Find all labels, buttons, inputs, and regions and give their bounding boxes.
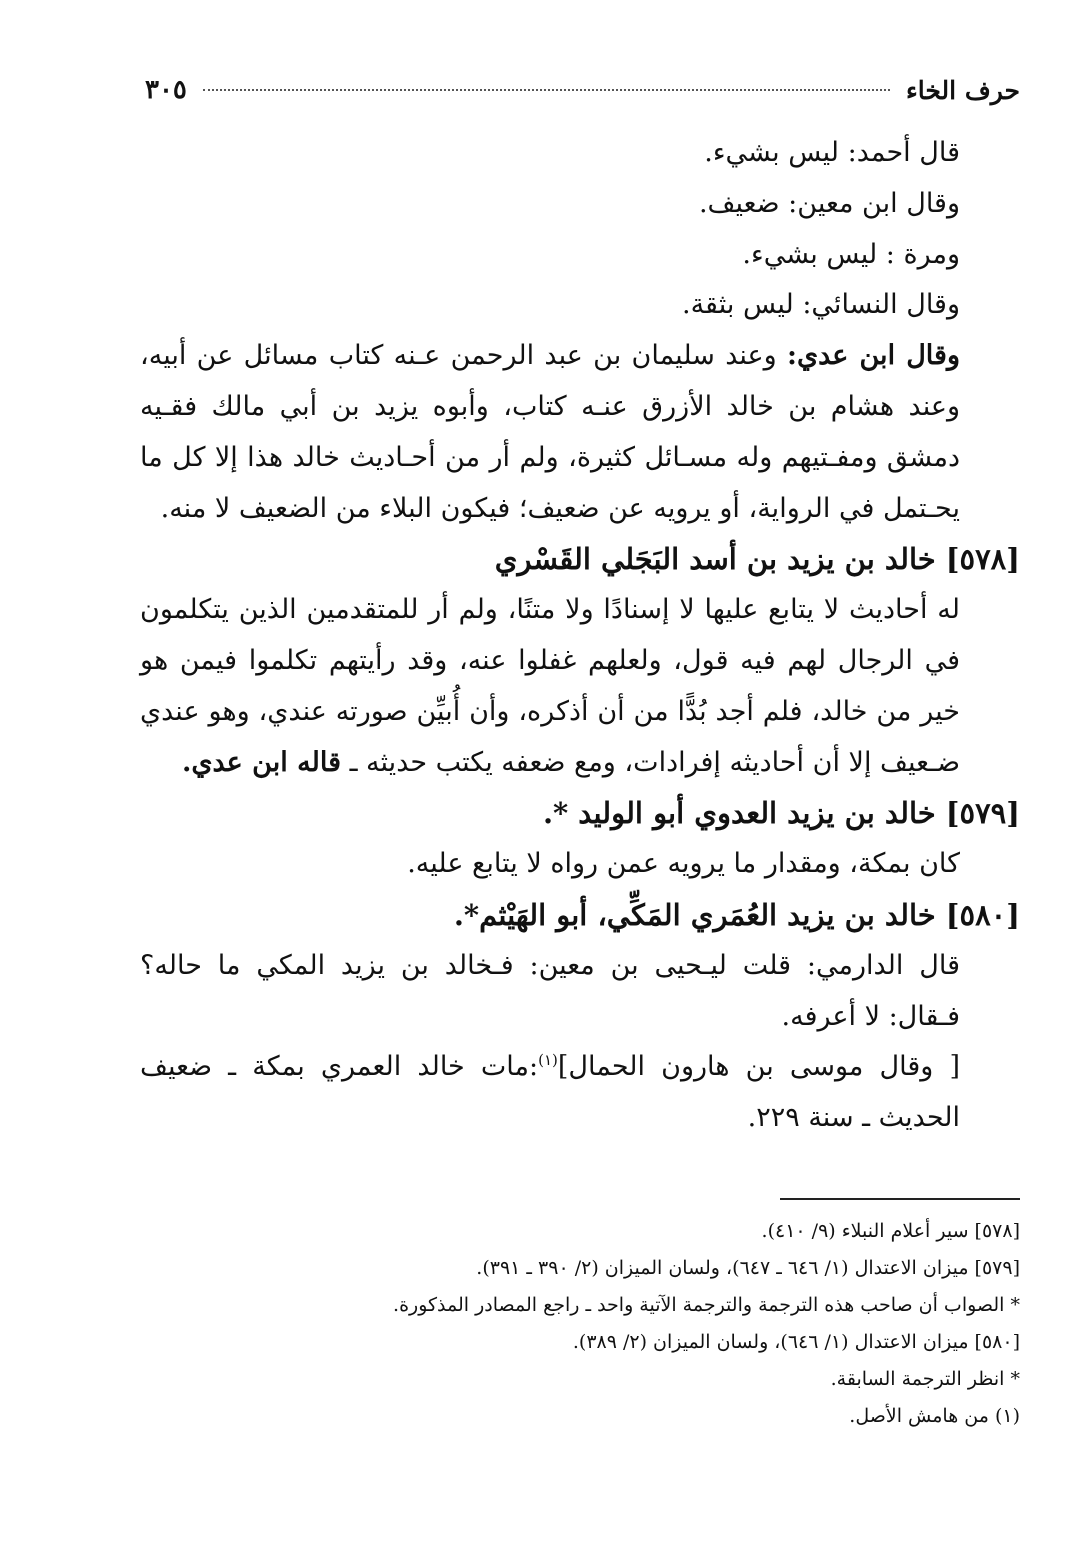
paragraph-text: له أحاديث لا يتابع عليها لا إسنادًا ولا متنًا، ولم أر للمتقدمين الذين يتكلمون في الرجال لهم فيه قول، ولعلهم غفلوا عنه، وقد رأيتهم تكلموا فيمن هو خير من خالد، فلم أجد بُدًّا من أن أذكره، وأن أُبيِّن صورته عندي، وهو عندي ضـعيف إلا أن أحاديثه إفرادات، ومع ضعفه يكتب حديثه ـ [140,594,960,778]
footnote-579-note: * الصواب أن صاحب هذه الترجمة والترجمة الآتية واحد ـ راجع المصادر المذكورة. [393,1294,1020,1316]
footnotes [140,1213,1020,1435]
paragraph-578 [140,585,1020,788]
main-text [140,128,1020,1144]
paragraph-580: قال الدارمي: قلت ليـحيى بن معين: فـخالد بن يزيد المكي ما حاله؟ فـقال: لا أعرفه. [140,949,960,1032]
footnote-1: (١) من هامش الأصل. [849,1405,1020,1427]
footnote-580-note: * انظر الترجمة السابقة. [830,1368,1020,1390]
footnote-579: [٥٧٩] ميزان الاعتدال (١/ ٦٤٦ ـ ٦٤٧)، ولسان الميزان (٢/ ٣٩٠ ـ ٣٩١). [476,1257,1020,1279]
paragraph-lead: وقال ابن عدي: [786,340,960,372]
paragraph-579: كان بمكة، ومقدار ما يرويه عمن رواه لا يتابع عليه. [407,848,960,880]
running-header [145,70,1020,110]
quote-nasai: وقال النسائي: ليس بثقة. [681,289,960,321]
page-number: ٣٠٥ [145,75,187,105]
paragraph-580-addition [140,1042,1020,1144]
footnote-578: [٥٧٨] سير أعلام النبلاء (٩/ ٤١٠). [761,1220,1020,1242]
entry-heading-578: [٥٧٨] خالد بن يزيد بن أسد البَجَلي القَسْري [494,542,1020,577]
paragraph-text: وعند سليمان بن عبد الرحمن عـنه كتاب مسائل عن أبيه، وعند هشام بن خالد الأزرق عنـه كتاب، وأبوه يزيد بن أبي مالك فقـيه دمشق ومفـتيهم وله مسـائل كثيرة، ولم أر من أحـاديث خالد هذا إلا كل ما يحـتمل في الرواية، أو يرويه عن ضعيف؛ فيكون البلاء من الضعيف لا منه. [140,340,960,524]
section-title: حرف الخاء [906,75,1020,105]
attribution: قاله ابن عدي. [181,746,341,778]
entry-heading-580: [٥٨٠] خالد بن يزيد العُمَري المَكِّي، أبو الهَيْثم*. [453,897,1020,932]
footnote-580: [٥٨٠] ميزان الاعتدال (١/ ٦٤٦)، ولسان الميزان (٢/ ٣٨٩). [572,1331,1020,1353]
quote-ibn-maeen: وقال ابن معين: ضعيف. [698,187,960,219]
quote-ahmad: قال أحمد: ليس بشيء. [704,137,960,168]
paragraph-text: :مات خالد العمري بمكة ـ ضعيف الحديث ـ سنة ٢٢٩. [140,1051,960,1134]
footnote-separator [780,1198,1020,1200]
header-dotted-rule [203,89,890,91]
paragraph-ibn-adi [140,331,1020,534]
quote-marra: ومرة : ليس بشيء. [742,238,960,270]
entry-heading-579: [٥٧٩] خالد بن يزيد العدوي أبو الوليد *. [542,796,1020,831]
footnote-marker: (١) [538,1051,558,1070]
paragraph-text: [ وقال موسى بن هارون الحمال] [557,1051,960,1083]
